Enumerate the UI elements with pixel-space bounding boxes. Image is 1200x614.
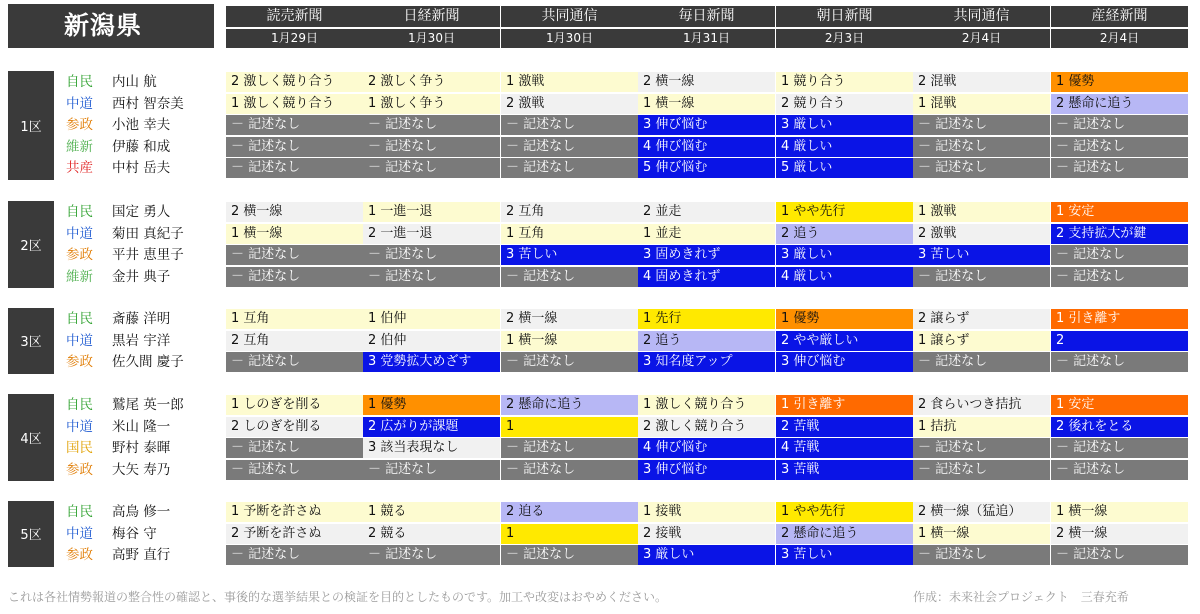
forecast-cell: 3 厳しい bbox=[776, 245, 913, 265]
forecast-cell: 2 接戦 bbox=[638, 524, 775, 544]
forecast-cell: 2 迫る bbox=[501, 502, 638, 522]
forecast-cell: 1 混戦 bbox=[913, 94, 1050, 114]
forecast-cell: 2 食らいつき拮抗 bbox=[913, 395, 1050, 415]
forecast-cell: － 記述なし bbox=[501, 545, 638, 565]
candidate-name: 米山 隆一 bbox=[112, 418, 171, 435]
forecast-cell: 1 先行 bbox=[638, 309, 775, 329]
newspaper-name: 毎日新聞 bbox=[638, 6, 775, 27]
district-label: 2区 bbox=[8, 201, 54, 288]
newspaper-date: 1月31日 bbox=[638, 29, 775, 48]
forecast-cell: 2 競り合う bbox=[776, 94, 913, 114]
forecast-cell: － 記述なし bbox=[363, 245, 500, 265]
party-label: 自民 bbox=[66, 74, 93, 90]
newspaper-name: 産経新聞 bbox=[1051, 6, 1188, 27]
forecast-cell: － 記述なし bbox=[501, 137, 638, 157]
candidate-name: 西村 智奈美 bbox=[112, 95, 184, 112]
forecast-cell: 1 横一線 bbox=[501, 331, 638, 351]
forecast-cell: 5 厳しい bbox=[776, 158, 913, 178]
candidate-name: 鷲尾 英一郎 bbox=[112, 397, 184, 413]
forecast-cell: － 記述なし bbox=[1051, 545, 1188, 565]
newspaper-header bbox=[638, 6, 775, 48]
newspaper-date: 2月4日 bbox=[913, 29, 1050, 48]
candidate-name: 平井 恵里子 bbox=[112, 247, 184, 264]
newspaper-header bbox=[913, 6, 1050, 48]
forecast-cell: 1 激しく争う bbox=[363, 94, 500, 114]
candidate-name: 斎藤 洋明 bbox=[112, 311, 171, 327]
forecast-cell: － 記述なし bbox=[363, 158, 500, 178]
forecast-cell: 4 厳しい bbox=[776, 267, 913, 287]
forecast-cell: 3 該当表現なし bbox=[363, 438, 500, 458]
forecast-cell: 2 横一線（猛追） bbox=[913, 502, 1050, 522]
forecast-cell: － 記述なし bbox=[226, 267, 363, 287]
forecast-cell: 3 伸び悩む bbox=[638, 115, 775, 135]
forecast-cell: － 記述なし bbox=[363, 137, 500, 157]
forecast-cell: － 記述なし bbox=[363, 545, 500, 565]
page-title: 新潟県 bbox=[8, 4, 214, 48]
party-label: 自民 bbox=[66, 397, 93, 413]
forecast-cell: 1 譲らず bbox=[913, 331, 1050, 351]
forecast-cell: 2 伯仲 bbox=[363, 331, 500, 351]
newspaper-date: 1月29日 bbox=[226, 29, 363, 48]
candidate-name: 高野 直行 bbox=[112, 547, 171, 564]
forecast-cell: 5 伸び悩む bbox=[638, 158, 775, 178]
candidate-name: 中村 岳夫 bbox=[112, 160, 171, 177]
forecast-cell: 1 横一線 bbox=[1051, 502, 1188, 522]
forecast-cell: 1 bbox=[501, 524, 638, 544]
forecast-cell: 2 横一線 bbox=[501, 309, 638, 329]
forecast-cell: － 記述なし bbox=[913, 115, 1050, 135]
party-label: 維新 bbox=[66, 268, 93, 285]
forecast-cell: － 記述なし bbox=[501, 115, 638, 135]
forecast-cell: 2 追う bbox=[776, 224, 913, 244]
forecast-cell: 4 厳しい bbox=[776, 137, 913, 157]
forecast-cell: 1 競る bbox=[363, 502, 500, 522]
forecast-cell: 2 懸命に追う bbox=[776, 524, 913, 544]
forecast-cell: 1 接戦 bbox=[638, 502, 775, 522]
forecast-cell: 1 互角 bbox=[501, 224, 638, 244]
forecast-cell: － 記述なし bbox=[226, 545, 363, 565]
forecast-cell: 1 一進一退 bbox=[363, 202, 500, 222]
newspaper-header bbox=[501, 6, 638, 48]
forecast-cell: 1 激戦 bbox=[913, 202, 1050, 222]
candidate-name: 菊田 真紀子 bbox=[112, 225, 184, 242]
forecast-cell: 2 広がりが課題 bbox=[363, 417, 500, 437]
newspaper-date: 1月30日 bbox=[501, 29, 638, 48]
forecast-cell: － 記述なし bbox=[363, 460, 500, 480]
forecast-cell: － 記述なし bbox=[501, 438, 638, 458]
forecast-cell: 2 譲らず bbox=[913, 309, 1050, 329]
forecast-cell: 3 伸び悩む bbox=[776, 352, 913, 372]
candidate-name: 大矢 寿乃 bbox=[112, 461, 171, 478]
newspaper-name: 読売新聞 bbox=[226, 6, 363, 27]
forecast-cell: － 記述なし bbox=[913, 158, 1050, 178]
forecast-cell: 3 伸び悩む bbox=[638, 460, 775, 480]
forecast-cell: 2 追う bbox=[638, 331, 775, 351]
candidate-name: 国定 勇人 bbox=[112, 204, 171, 220]
candidate-name: 金井 典子 bbox=[112, 268, 171, 285]
newspaper-header bbox=[226, 6, 363, 48]
forecast-cell: 1 拮抗 bbox=[913, 417, 1050, 437]
forecast-cell: － 記述なし bbox=[1051, 245, 1188, 265]
forecast-cell: 1 しのぎを削る bbox=[226, 395, 363, 415]
newspaper-name: 朝日新聞 bbox=[776, 6, 913, 27]
forecast-cell: 1 優勢 bbox=[1051, 72, 1188, 92]
forecast-cell: 1 やや先行 bbox=[776, 502, 913, 522]
party-label: 維新 bbox=[66, 138, 93, 155]
forecast-cell: 2 やや厳しい bbox=[776, 331, 913, 351]
forecast-cell: 2 横一線 bbox=[1051, 524, 1188, 544]
forecast-cell: 1 激戦 bbox=[501, 72, 638, 92]
forecast-cell: 2 激しく競り合う bbox=[226, 72, 363, 92]
party-label: 自民 bbox=[66, 204, 93, 220]
forecast-cell: 1 互角 bbox=[226, 309, 363, 329]
forecast-cell: 3 苦戦 bbox=[776, 460, 913, 480]
footer-disclaimer: これは各社情勢報道の整合性の確認と、事後的な選挙結果との検証を目的としたものです。加工や改変はおやめください。 bbox=[8, 590, 668, 604]
forecast-cell: 3 苦しい bbox=[501, 245, 638, 265]
forecast-cell: － 記述なし bbox=[501, 352, 638, 372]
forecast-cell: 4 伸び悩む bbox=[638, 137, 775, 157]
forecast-cell: 2 予断を許さぬ bbox=[226, 524, 363, 544]
forecast-cell: 1 やや先行 bbox=[776, 202, 913, 222]
forecast-cell: － 記述なし bbox=[501, 267, 638, 287]
newspaper-header bbox=[363, 6, 500, 48]
candidate-name: 小池 幸夫 bbox=[112, 117, 171, 134]
forecast-cell: 2 互角 bbox=[501, 202, 638, 222]
forecast-cell: 2 競る bbox=[363, 524, 500, 544]
forecast-cell: 1 優勢 bbox=[363, 395, 500, 415]
forecast-cell: 2 bbox=[1051, 331, 1188, 351]
forecast-cell: 1 伯仲 bbox=[363, 309, 500, 329]
forecast-cell: 1 予断を許さぬ bbox=[226, 502, 363, 522]
forecast-cell: － 記述なし bbox=[363, 115, 500, 135]
candidate-name: 佐久間 慶子 bbox=[112, 354, 184, 371]
forecast-cell: － 記述なし bbox=[913, 438, 1050, 458]
forecast-cell: 2 互角 bbox=[226, 331, 363, 351]
forecast-cell: － 記述なし bbox=[226, 137, 363, 157]
newspaper-name: 共同通信 bbox=[501, 6, 638, 27]
forecast-cell: 2 並走 bbox=[638, 202, 775, 222]
candidate-name: 野村 泰暉 bbox=[112, 440, 171, 457]
party-label: 共産 bbox=[66, 160, 93, 177]
forecast-cell: － 記述なし bbox=[226, 115, 363, 135]
district-label: 1区 bbox=[8, 71, 54, 180]
newspaper-name: 共同通信 bbox=[913, 6, 1050, 27]
forecast-cell: － 記述なし bbox=[363, 267, 500, 287]
forecast-cell: 1 横一線 bbox=[913, 524, 1050, 544]
forecast-cell: － 記述なし bbox=[501, 158, 638, 178]
forecast-cell: 4 苦戦 bbox=[776, 438, 913, 458]
forecast-cell: － 記述なし bbox=[1051, 115, 1188, 135]
forecast-cell: － 記述なし bbox=[226, 460, 363, 480]
forecast-cell: － 記述なし bbox=[913, 267, 1050, 287]
forecast-cell: 3 苦しい bbox=[913, 245, 1050, 265]
forecast-cell: 1 横一線 bbox=[226, 224, 363, 244]
district-label: 4区 bbox=[8, 394, 54, 481]
forecast-cell: 3 苦しい bbox=[776, 545, 913, 565]
candidate-name: 高鳥 修一 bbox=[112, 504, 171, 520]
party-label: 自民 bbox=[66, 311, 93, 327]
newspaper-name: 日経新聞 bbox=[363, 6, 500, 27]
forecast-cell: 2 激しく争う bbox=[363, 72, 500, 92]
forecast-cell: 1 激しく競り合う bbox=[638, 395, 775, 415]
forecast-cell: － 記述なし bbox=[913, 352, 1050, 372]
forecast-cell: 2 懸命に追う bbox=[501, 395, 638, 415]
forecast-cell: － 記述なし bbox=[913, 137, 1050, 157]
forecast-cell: 1 競り合う bbox=[776, 72, 913, 92]
party-label: 参政 bbox=[66, 354, 93, 371]
forecast-cell: 3 厳しい bbox=[776, 115, 913, 135]
forecast-cell: 2 横一線 bbox=[226, 202, 363, 222]
district-label: 5区 bbox=[8, 501, 54, 567]
forecast-cell: － 記述なし bbox=[226, 438, 363, 458]
forecast-cell: － 記述なし bbox=[501, 460, 638, 480]
party-label: 自民 bbox=[66, 504, 93, 520]
party-label: 参政 bbox=[66, 547, 93, 564]
forecast-cell: 2 しのぎを削る bbox=[226, 417, 363, 437]
district-label: 3区 bbox=[8, 308, 54, 374]
party-label: 中道 bbox=[66, 95, 93, 112]
forecast-cell: 1 激しく競り合う bbox=[226, 94, 363, 114]
footer-credit: 作成：未来社会プロジェクト 三春充希 bbox=[913, 590, 1129, 604]
forecast-cell: 1 引き離す bbox=[776, 395, 913, 415]
forecast-cell: － 記述なし bbox=[226, 352, 363, 372]
forecast-cell: 3 厳しい bbox=[638, 545, 775, 565]
candidate-name: 内山 航 bbox=[112, 74, 157, 90]
newspaper-date: 2月4日 bbox=[1051, 29, 1188, 48]
forecast-cell: － 記述なし bbox=[913, 545, 1050, 565]
party-label: 参政 bbox=[66, 247, 93, 264]
forecast-cell: － 記述なし bbox=[1051, 267, 1188, 287]
party-label: 国民 bbox=[66, 440, 93, 457]
forecast-cell: 2 後れをとる bbox=[1051, 417, 1188, 437]
forecast-cell: － 記述なし bbox=[1051, 352, 1188, 372]
forecast-cell: 2 苦戦 bbox=[776, 417, 913, 437]
forecast-cell: 3 固めきれず bbox=[638, 245, 775, 265]
newspaper-date: 1月30日 bbox=[363, 29, 500, 48]
forecast-cell: 2 混戦 bbox=[913, 72, 1050, 92]
forecast-cell: 2 激戦 bbox=[501, 94, 638, 114]
party-label: 中道 bbox=[66, 332, 93, 349]
forecast-cell: 4 固めきれず bbox=[638, 267, 775, 287]
party-label: 中道 bbox=[66, 525, 93, 542]
newspaper-header bbox=[776, 6, 913, 48]
forecast-cell: － 記述なし bbox=[1051, 137, 1188, 157]
forecast-cell: 1 安定 bbox=[1051, 395, 1188, 415]
forecast-cell: 1 横一線 bbox=[638, 94, 775, 114]
forecast-cell: 2 横一線 bbox=[638, 72, 775, 92]
party-label: 中道 bbox=[66, 418, 93, 435]
forecast-cell: 2 懸命に追う bbox=[1051, 94, 1188, 114]
forecast-cell: 1 並走 bbox=[638, 224, 775, 244]
candidate-name: 梅谷 守 bbox=[112, 525, 157, 542]
forecast-cell: － 記述なし bbox=[226, 245, 363, 265]
forecast-cell: 1 bbox=[501, 417, 638, 437]
forecast-cell: 2 支持拡大が鍵 bbox=[1051, 224, 1188, 244]
forecast-cell: － 記述なし bbox=[226, 158, 363, 178]
forecast-cell: － 記述なし bbox=[1051, 438, 1188, 458]
newspaper-header bbox=[1051, 6, 1188, 48]
party-label: 参政 bbox=[66, 461, 93, 478]
forecast-cell: 2 激しく競り合う bbox=[638, 417, 775, 437]
forecast-cell: 3 知名度アップ bbox=[638, 352, 775, 372]
forecast-cell: 3 党勢拡大めざす bbox=[363, 352, 500, 372]
forecast-cell: － 記述なし bbox=[1051, 158, 1188, 178]
forecast-cell: 1 引き離す bbox=[1051, 309, 1188, 329]
newspaper-date: 2月3日 bbox=[776, 29, 913, 48]
forecast-cell: 1 安定 bbox=[1051, 202, 1188, 222]
forecast-cell: － 記述なし bbox=[1051, 460, 1188, 480]
forecast-cell: 4 伸び悩む bbox=[638, 438, 775, 458]
candidate-name: 黒岩 宇洋 bbox=[112, 332, 171, 349]
forecast-cell: 2 一進一退 bbox=[363, 224, 500, 244]
forecast-cell: － 記述なし bbox=[913, 460, 1050, 480]
party-label: 中道 bbox=[66, 225, 93, 242]
forecast-cell: 1 優勢 bbox=[776, 309, 913, 329]
candidate-name: 伊藤 和成 bbox=[112, 138, 171, 155]
forecast-cell: 2 激戦 bbox=[913, 224, 1050, 244]
party-label: 参政 bbox=[66, 117, 93, 134]
